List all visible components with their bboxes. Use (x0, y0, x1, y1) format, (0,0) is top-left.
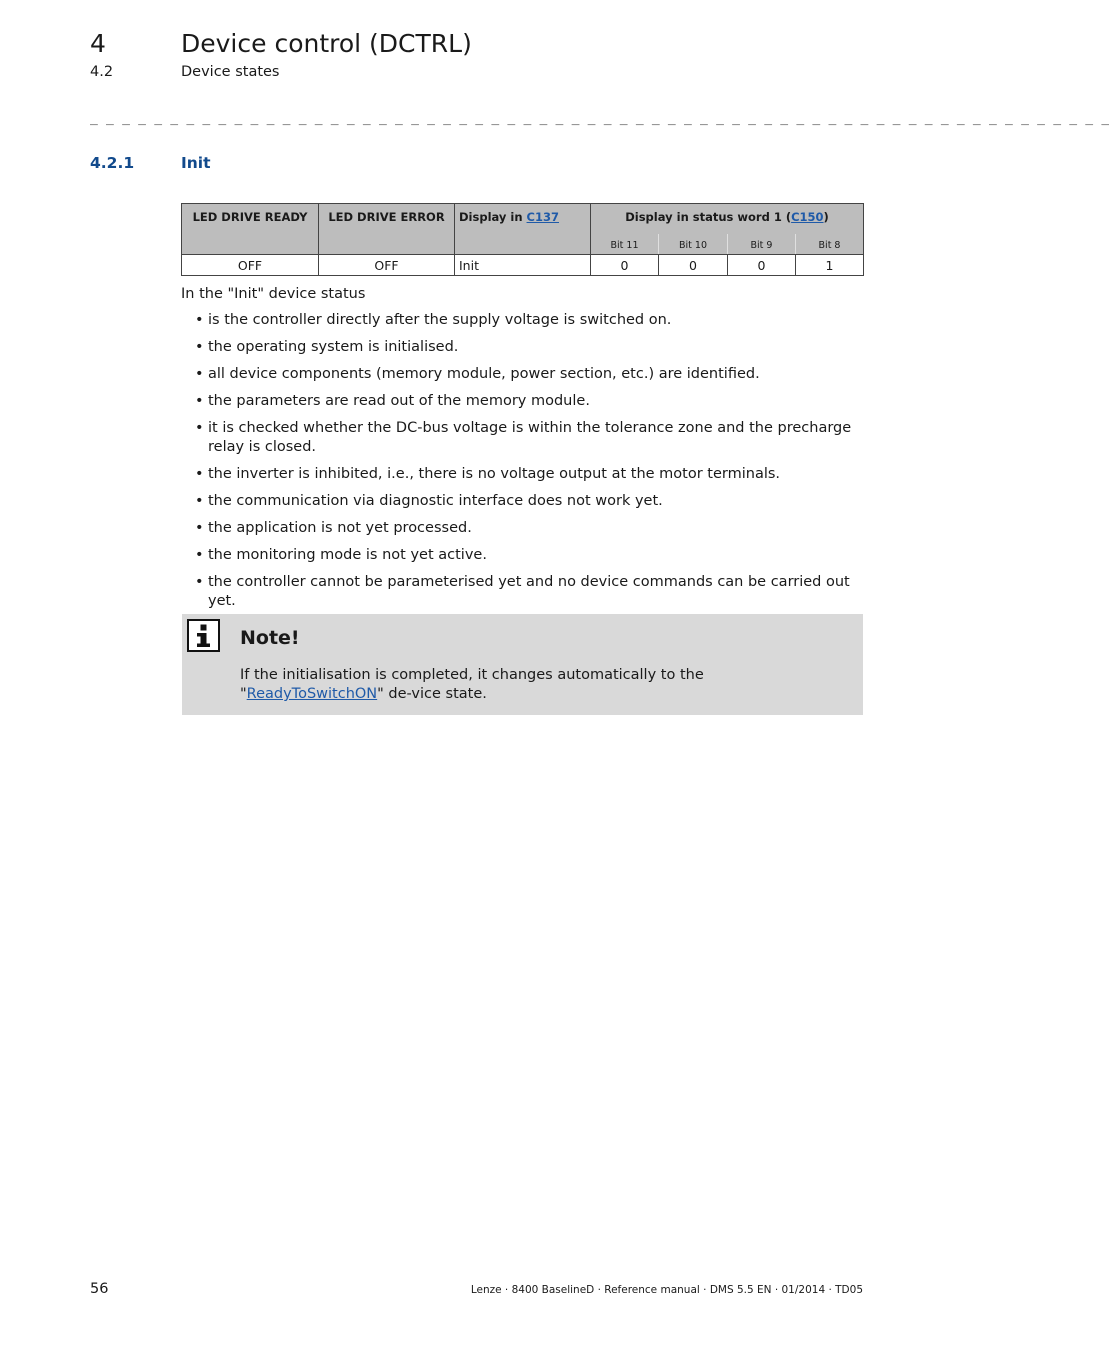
list-item-text: it is checked whether the DC-bus voltage is within the tolerance zone and the precharge relay is closed. (208, 420, 852, 455)
list-item (181, 419, 863, 457)
list-item-text: the communication via diagnostic interface does not work yet. (208, 493, 663, 509)
link-c150[interactable]: C150 (791, 210, 824, 224)
list-item (181, 392, 863, 411)
page-number: 56 (90, 1281, 109, 1297)
list-item (181, 492, 863, 511)
bullet-icon: • (195, 574, 204, 590)
header-display-prefix: Display in (459, 210, 527, 224)
bullet-list (181, 311, 863, 619)
list-item (181, 311, 863, 330)
list-item (181, 519, 863, 538)
chapter-number: 4 (90, 29, 106, 58)
section-number: 4.2 (90, 64, 114, 80)
header-dash-rule: _ _ _ _ _ _ _ _ _ _ _ _ _ _ _ _ _ _ _ _ _ _ _ _ _ _ _ _ _ _ _ _ _ _ _ _ _ _ _ _ _ _ _ _ _ _ _ _ _ _ _ _ _ _ _ _ _ _ _ _ _ _ _ _ (90, 111, 1109, 126)
bullet-icon: • (195, 420, 204, 436)
note-text (240, 666, 850, 704)
footer-text: Lenze · 8400 BaselineD · Reference manual · DMS 5.5 EN · 01/2014 · TD05 (470, 1284, 863, 1296)
list-item-text: all device components (memory module, power section, etc.) are identified. (208, 366, 760, 382)
note-heading: Note! (240, 627, 300, 649)
cell-led-error: OFF (319, 255, 455, 276)
bullet-icon: • (195, 520, 204, 536)
list-item (181, 338, 863, 357)
intro-text: In the "Init" device status (181, 286, 366, 302)
bullet-icon: • (195, 366, 204, 382)
note-text-after: " de-vice state. (377, 686, 487, 702)
cell-bit-9: 0 (728, 255, 796, 276)
subsection-title: Init (181, 154, 211, 172)
note-text-before: If the initialisation is completed, it changes automatically to the " (240, 667, 704, 702)
device-state-table (181, 203, 864, 276)
list-item-text: the operating system is initialised. (208, 339, 459, 355)
header-bit-9: Bit 9 (728, 234, 796, 255)
link-ready-to-switch-on[interactable]: ReadyToSwitchON (246, 686, 378, 702)
bullet-icon: • (195, 466, 204, 482)
table-row (182, 255, 864, 276)
list-item-text: is the controller directly after the supply voltage is switched on. (208, 312, 672, 328)
bullet-icon: • (195, 339, 204, 355)
header-bit-10: Bit 10 (659, 234, 728, 255)
list-item (181, 465, 863, 484)
cell-display: Init (455, 255, 591, 276)
header-status-prefix: Display in status word 1 ( (625, 210, 792, 224)
section-title: Device states (181, 64, 280, 80)
bullet-icon: • (195, 393, 204, 409)
info-icon (187, 619, 220, 652)
header-bit-11: Bit 11 (591, 234, 659, 255)
list-item (181, 546, 863, 565)
cell-bit-10: 0 (659, 255, 728, 276)
cell-bit-11: 0 (591, 255, 659, 276)
list-item (181, 365, 863, 384)
header-led-drive-ready: LED DRIVE READY (182, 204, 319, 255)
header-status-word (591, 204, 864, 235)
note-box (182, 614, 863, 715)
cell-bit-8: 1 (796, 255, 864, 276)
header-bit-8: Bit 8 (796, 234, 864, 255)
subsection-number: 4.2.1 (90, 154, 135, 172)
bullet-icon: • (195, 547, 204, 563)
cell-led-ready: OFF (182, 255, 319, 276)
list-item (181, 573, 863, 611)
chapter-title: Device control (DCTRL) (181, 29, 472, 58)
link-c137[interactable]: C137 (526, 210, 559, 224)
list-item-text: the parameters are read out of the memory module. (208, 393, 590, 409)
header-led-drive-error: LED DRIVE ERROR (319, 204, 455, 255)
header-display-in (455, 204, 591, 255)
list-item-text: the monitoring mode is not yet active. (208, 547, 487, 563)
bullet-icon: • (195, 312, 204, 328)
bullet-icon: • (195, 493, 204, 509)
list-item-text: the inverter is inhibited, i.e., there is no voltage output at the motor terminals. (208, 466, 781, 482)
list-item-text: the application is not yet processed. (208, 520, 472, 536)
list-item-text: the controller cannot be parameterised yet and no device commands can be carried out yet. (208, 574, 850, 609)
header-status-suffix: ) (823, 210, 829, 224)
